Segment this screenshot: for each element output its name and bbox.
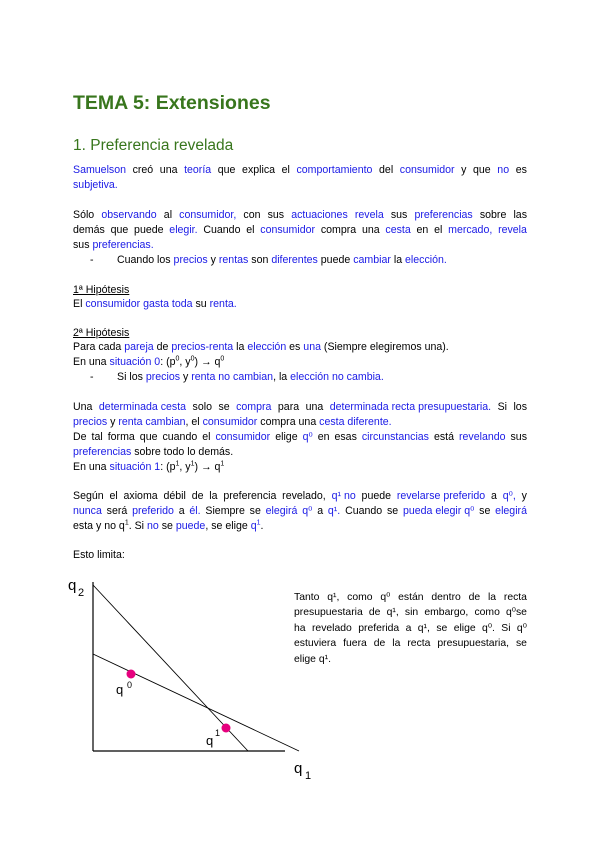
paragraph-4-line-3: esta y no $q^1$. Si no se puede, se elige $q^1$. bbox=[73, 519, 264, 532]
budget-line-1 bbox=[93, 654, 299, 751]
paragraph-4-line-1: Según el axioma débil de la preferencia revelado, q¹ no puede revelarse preferido a q⁰, y bbox=[73, 490, 527, 502]
hypothesis-2-heading: 2ª Hipótesis bbox=[73, 327, 130, 339]
bullet-1: - Cuando los precios y rentas son diferentes puede cambiar la elección. bbox=[90, 254, 447, 266]
y-axis-label: q bbox=[68, 577, 77, 594]
point-q0 bbox=[127, 670, 136, 679]
hypothesis-2-line-2: En una situación 0: ($p^0$, $y^0) \to q^0$ bbox=[73, 355, 225, 368]
x-axis-subscript: 1 bbox=[305, 770, 312, 782]
paragraph-3-line-1: Una determinada cesta solo se compra para una determinada recta presupuestaria. Si los bbox=[73, 401, 527, 413]
paragraph-3-line-3: De tal forma que cuando el consumidor elige q⁰ en esas circunstancias está revelando sus bbox=[73, 431, 527, 443]
paragraph-4-line-2: nunca será preferido a él. Siempre se elegirá q⁰ a q¹. Cuando se pueda elegir q⁰ se elegirá bbox=[73, 505, 527, 517]
explanation-line-1: Tanto q¹, como q⁰ están dentro de la recta bbox=[294, 592, 527, 603]
explanation-line-5: elige q¹. bbox=[294, 653, 331, 665]
paragraph-2-line-3: sus preferencias. bbox=[73, 239, 154, 251]
x-axis-label: q bbox=[294, 760, 303, 777]
paragraph-1-line-2: subjetiva. bbox=[73, 179, 118, 191]
hypothesis-1-text: El consumidor gasta toda su renta. bbox=[73, 298, 237, 310]
point-q0-sup: 0 bbox=[127, 680, 133, 690]
paragraph-2-line-2: demás que puede elegir. Cuando el consumidor compra una cesta en el mercado, revela bbox=[73, 224, 527, 236]
section-heading: 1. Preferencia revelada bbox=[73, 137, 234, 154]
point-q1-label: q bbox=[206, 733, 214, 748]
explanation-line-3: ha revelado preferida a q¹, se elige q⁰. Si q⁰ bbox=[294, 622, 527, 634]
explanation-line-4: estuviera fuera de la recta presupuestaria, se bbox=[294, 638, 527, 650]
graph-explanation bbox=[294, 590, 527, 667]
bullet-2: - Si los precios y renta no cambian, la elección no cambia. bbox=[90, 371, 384, 383]
point-q1 bbox=[222, 724, 231, 733]
paragraph-1-line-1: Samuelson creó una teoría que explica el comportamiento del consumidor y que no es bbox=[73, 164, 527, 176]
preference-graph bbox=[60, 565, 312, 785]
explanation-line-2: presupuestaria de q¹, sin embargo, como q⁰se bbox=[294, 607, 527, 619]
point-q0-label: q bbox=[116, 682, 124, 697]
paragraph-3-line-5: En una situación 1: ($p^1$, $y^1) \to q^1$ bbox=[73, 460, 225, 473]
paragraph-2-line-1: Sólo observando al consumidor, con sus actuaciones revela sus preferencias sobre las bbox=[73, 209, 527, 221]
y-axis-subscript: 2 bbox=[78, 587, 85, 599]
page-title: TEMA 5: Extensiones bbox=[73, 92, 271, 114]
point-q1-sup: 1 bbox=[215, 728, 221, 738]
paragraph-3-line-2: precios y renta cambian, el consumidor compra una cesta diferente. bbox=[73, 416, 392, 428]
hypothesis-2-line-1: Para cada pareja de precios-renta la elección es una (Siempre elegiremos una). bbox=[73, 341, 449, 353]
limit-text: Esto limita: bbox=[73, 549, 125, 561]
paragraph-3-line-4: preferencias sobre todo lo demás. bbox=[73, 446, 234, 458]
hypothesis-1-heading: 1ª Hipótesis bbox=[73, 284, 130, 296]
